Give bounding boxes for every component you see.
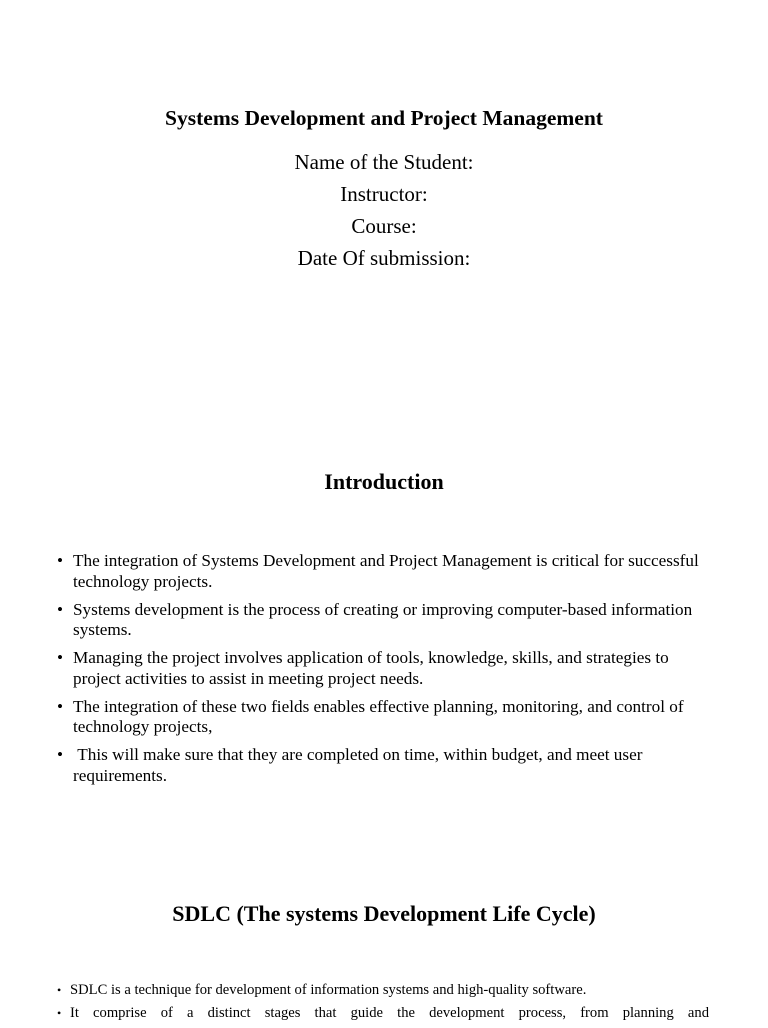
title-slide (0, 0, 768, 300)
bullet-icon: • (57, 745, 64, 764)
bullet-text: SDLC is a technique for development of information systems and high-quality software. (70, 982, 587, 998)
sdlc-heading: SDLC (The systems Development Life Cycle) (172, 901, 596, 926)
bullet-icon: • (57, 1006, 62, 1020)
list-item (56, 648, 706, 689)
bullet-text: The integration of Systems Development and Project Management is critical for successful technology projects. (73, 551, 699, 591)
list-item (57, 1005, 709, 1022)
bullet-text: It comprise of a distinct stages that guide the development process, from planning and (70, 1005, 709, 1021)
list-item (56, 551, 706, 592)
sdlc-slide (0, 880, 768, 1024)
bullet-icon: • (57, 648, 64, 667)
instructor-line: Instructor: (340, 182, 428, 206)
list-item (56, 600, 706, 641)
submission-date-line: Date Of submission: (297, 246, 471, 270)
bullet-text: The integration of these two fields enables effective planning, monitoring, and control of technology projects, (73, 696, 684, 736)
list-item (56, 697, 706, 738)
bullet-icon: • (57, 983, 62, 997)
bullet-text: Systems development is the process of creating or improving computer-based information systems. (73, 599, 693, 639)
bullet-icon: • (57, 696, 64, 716)
bullet-text: Managing the project involves application of tools, knowledge, skills, and strategies to project activities to assist in meeting project needs. (73, 648, 669, 688)
document-title: Systems Development and Project Management (165, 106, 603, 130)
student-info-list (0, 146, 768, 274)
introduction-bullet-list (56, 551, 706, 794)
list-item (57, 982, 709, 999)
student-name-line: Name of the Student: (294, 150, 474, 174)
introduction-heading: Introduction (324, 469, 444, 494)
bullet-icon: • (57, 599, 64, 619)
sdlc-bullet-list (57, 982, 709, 1028)
bullet-text: This will make sure that they are completed on time, within budget, and meet user requirements. (73, 745, 647, 785)
introduction-slide (0, 440, 768, 820)
course-line: Course: (351, 214, 417, 238)
bullet-icon: • (57, 551, 64, 570)
list-item (56, 745, 706, 786)
